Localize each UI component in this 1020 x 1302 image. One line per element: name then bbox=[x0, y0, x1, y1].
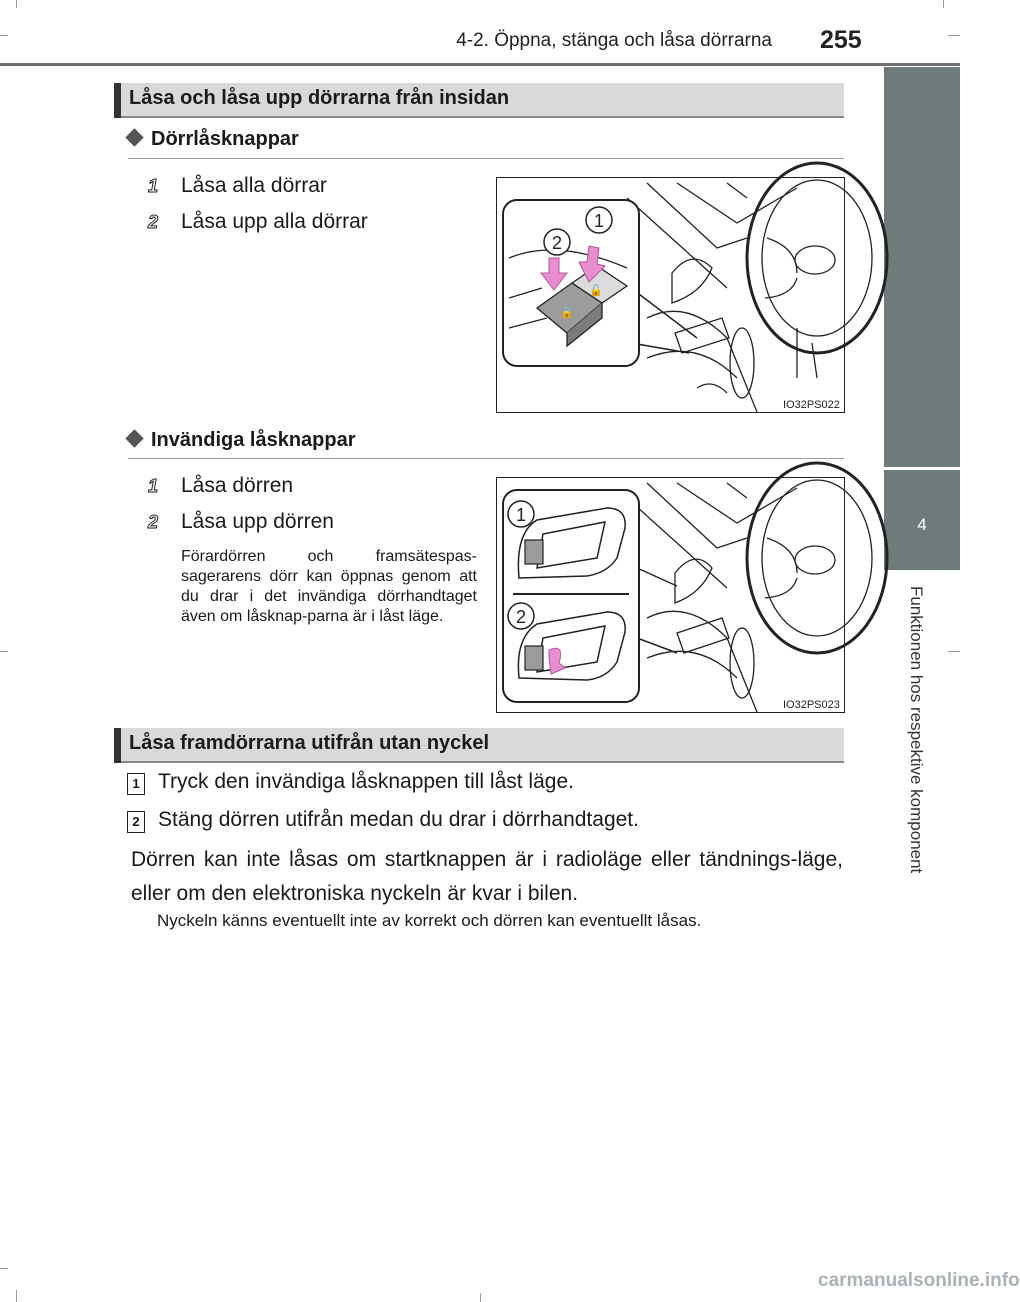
header-section-title: 4-2. Öppna, stänga och låsa dörrarna bbox=[456, 30, 772, 51]
callout-2: 2 bbox=[516, 607, 527, 627]
callout-2: 2 bbox=[552, 233, 563, 253]
illustration-drawing bbox=[497, 178, 844, 412]
callout-1: 1 bbox=[594, 211, 605, 231]
note-inside-handle: Förardörren och framsätespas-sagerarens dörr kan öppnas genom att du drar i det invändiga dörrhandtaget även om låsknap-parna är i låst läge. bbox=[181, 548, 477, 625]
step-number-box: 1 bbox=[127, 773, 145, 795]
svg-text:🔓: 🔓 bbox=[589, 285, 603, 297]
chapter-title: Funktionen hos respektive komponent bbox=[907, 586, 926, 874]
crop-mark bbox=[948, 35, 960, 36]
crop-mark bbox=[0, 651, 8, 652]
diamond-bullet-icon bbox=[125, 128, 143, 146]
figure-code: IO32PS023 bbox=[783, 699, 840, 711]
crop-mark bbox=[480, 1293, 481, 1302]
step-text: Stäng dörren utifrån medan du drar i dörrhandtaget. bbox=[158, 808, 639, 831]
crop-mark bbox=[0, 1268, 8, 1269]
step-number-box: 2 bbox=[127, 811, 145, 833]
note-key-detection: Nyckeln känns eventuellt inte av korrekt och dörren kan eventuellt låsas. bbox=[157, 911, 702, 930]
step-text: Tryck den invändiga låsknappen till låst läge. bbox=[158, 770, 574, 793]
crop-mark bbox=[0, 35, 8, 36]
item-number: 2 bbox=[148, 512, 159, 532]
chapter-number: 4 bbox=[917, 515, 927, 534]
section-bar-edge bbox=[114, 728, 121, 763]
item-number: 1 bbox=[148, 476, 159, 496]
subheading-text: Dörrlåsknappar bbox=[151, 128, 299, 150]
item-unlock-door: Låsa upp dörren bbox=[181, 510, 334, 533]
svg-text:🔒: 🔒 bbox=[560, 307, 574, 319]
diamond-bullet-icon bbox=[125, 429, 143, 447]
item-lock-door: Låsa dörren bbox=[181, 474, 294, 497]
illustration-inside-lock-button bbox=[496, 477, 845, 713]
illustration-drawing bbox=[497, 478, 844, 712]
section-bar-edge bbox=[114, 83, 121, 118]
subheading-door-lock-switches bbox=[128, 128, 299, 151]
crop-mark bbox=[948, 651, 960, 652]
crop-mark bbox=[16, 0, 17, 8]
section-title: Låsa och låsa upp dörrarna från insidan bbox=[129, 87, 510, 109]
item-unlock-all-doors: Låsa upp alla dörrar bbox=[181, 210, 368, 233]
page-number: 255 bbox=[820, 26, 862, 54]
section-bar-lock-without-key bbox=[114, 728, 844, 763]
paragraph-lock-conditions: Dörren kan inte låsas om startknappen är i radioläge eller tändnings-läge, eller om den elektroniska nyckeln är kvar i bilen. bbox=[131, 848, 843, 905]
figure-code: IO32PS022 bbox=[783, 399, 840, 411]
crop-mark bbox=[16, 1290, 17, 1302]
subheading-text: Invändiga låsknappar bbox=[151, 429, 356, 451]
item-number: 2 bbox=[148, 212, 159, 232]
chapter-tab-upper bbox=[884, 67, 960, 467]
header-rule bbox=[0, 63, 960, 66]
illustration-door-lock-switch bbox=[496, 177, 845, 413]
item-lock-all-doors: Låsa alla dörrar bbox=[181, 174, 327, 197]
callout-1: 1 bbox=[516, 505, 527, 525]
section-title: Låsa framdörrarna utifrån utan nyckel bbox=[129, 732, 490, 754]
watermark: carmanualsonline.info bbox=[818, 1270, 1020, 1291]
crop-mark bbox=[943, 0, 944, 8]
item-number: 1 bbox=[148, 176, 159, 196]
subheading-rule bbox=[128, 458, 844, 459]
subheading-rule bbox=[128, 158, 844, 159]
subheading-inside-lock-buttons bbox=[128, 429, 356, 452]
section-bar-inside-locking bbox=[114, 83, 844, 118]
